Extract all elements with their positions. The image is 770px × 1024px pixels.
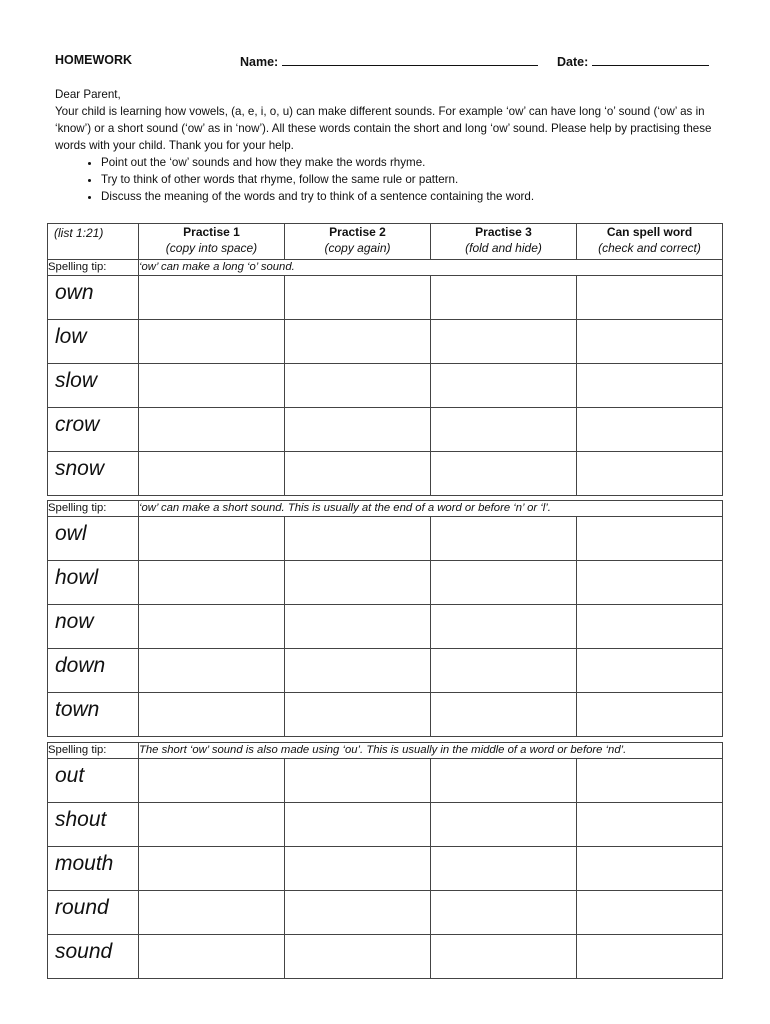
practise-3-cell[interactable] (431, 364, 577, 408)
practise-3-cell[interactable] (431, 935, 577, 979)
can-spell-cell[interactable] (577, 320, 723, 364)
spelling-word: howl (48, 561, 139, 605)
spelling-word: town (48, 693, 139, 737)
practise-1-cell[interactable] (139, 693, 285, 737)
spelling-word: sound (48, 935, 139, 979)
can-spell-cell[interactable] (577, 364, 723, 408)
can-spell-cell[interactable] (577, 649, 723, 693)
practise-3-cell[interactable] (431, 649, 577, 693)
table-header-row (48, 224, 723, 260)
practise-3-cell[interactable] (431, 803, 577, 847)
spelling-tip-text: ‘ow’ can make a short sound. This is usually at the end of a word or before ‘n’ or ‘l’. (139, 501, 723, 517)
spelling-word: owl (48, 517, 139, 561)
spelling-word: out (48, 759, 139, 803)
table-row (48, 693, 723, 737)
can-spell-cell[interactable] (577, 517, 723, 561)
table-row (48, 935, 723, 979)
spelling-word: snow (48, 452, 139, 496)
spelling-word: mouth (48, 847, 139, 891)
practise-3-cell[interactable] (431, 517, 577, 561)
practise-2-cell[interactable] (285, 847, 431, 891)
can-spell-cell[interactable] (577, 276, 723, 320)
can-spell-cell[interactable] (577, 935, 723, 979)
date-label: Date: (557, 55, 589, 69)
table-row (48, 276, 723, 320)
practise-1-cell[interactable] (139, 320, 285, 364)
can-spell-cell[interactable] (577, 452, 723, 496)
can-spell-cell[interactable] (577, 408, 723, 452)
letter-greeting: Dear Parent, (55, 88, 121, 101)
practise-1-cell[interactable] (139, 649, 285, 693)
can-spell-cell[interactable] (577, 759, 723, 803)
practise-3-cell[interactable] (431, 408, 577, 452)
spelling-tip-row (48, 260, 723, 276)
spelling-word: slow (48, 364, 139, 408)
table-row (48, 847, 723, 891)
table-row (48, 649, 723, 693)
list-label: (list 1:21) (48, 224, 139, 260)
practise-2-cell[interactable] (285, 693, 431, 737)
practise-1-cell[interactable] (139, 276, 285, 320)
practise-1-cell[interactable] (139, 605, 285, 649)
can-spell-cell[interactable] (577, 891, 723, 935)
table-row (48, 408, 723, 452)
name-label: Name: (240, 55, 279, 69)
date-field[interactable] (557, 53, 709, 69)
practise-2-cell[interactable] (285, 649, 431, 693)
practise-2-cell[interactable] (285, 276, 431, 320)
practise-2-cell[interactable] (285, 364, 431, 408)
table-row (48, 803, 723, 847)
spelling-word: low (48, 320, 139, 364)
practise-1-cell[interactable] (139, 408, 285, 452)
letter-bullets (55, 154, 715, 205)
practise-2-cell[interactable] (285, 759, 431, 803)
practise-1-cell[interactable] (139, 452, 285, 496)
practise-2-cell[interactable] (285, 561, 431, 605)
spelling-tip-text: The short ‘ow’ sound is also made using ‘ou’. This is usually in the middle of a word or before ‘nd’. (139, 743, 723, 759)
name-input-line[interactable] (282, 53, 538, 66)
spelling-word: down (48, 649, 139, 693)
parent-letter (55, 86, 715, 205)
spelling-table-1 (47, 223, 723, 496)
practise-2-cell[interactable] (285, 605, 431, 649)
practise-1-cell[interactable] (139, 759, 285, 803)
table-row (48, 759, 723, 803)
table-row (48, 605, 723, 649)
table-row (48, 452, 723, 496)
table-row (48, 561, 723, 605)
spelling-word: shout (48, 803, 139, 847)
can-spell-cell[interactable] (577, 847, 723, 891)
homework-title: HOMEWORK (55, 53, 133, 67)
practise-1-cell[interactable] (139, 517, 285, 561)
practise-3-cell[interactable] (431, 561, 577, 605)
practise-1-cell[interactable] (139, 803, 285, 847)
column-header-practise-3: Practise 3 (fold and hide) (431, 224, 577, 260)
spelling-tip-row (48, 743, 723, 759)
can-spell-cell[interactable] (577, 693, 723, 737)
practise-3-cell[interactable] (431, 452, 577, 496)
practise-1-cell[interactable] (139, 364, 285, 408)
letter-bullet: • Try to think of other words that rhyme, follow the same rule or pattern. (101, 171, 715, 188)
practise-3-cell[interactable] (431, 605, 577, 649)
letter-body: Your child is learning how vowels, (a, e, i, o, u) can make different sounds. For example ‘ow’ can have long ‘o’ sound (‘ow’ as in ‘know’) or a short sound (‘ow’ as in ‘now’). All these words contain the short and long ‘ow’ sound. Please help by practising these words with your child. Thank you for your help. (55, 105, 712, 152)
spelling-word: round (48, 891, 139, 935)
spelling-word: crow (48, 408, 139, 452)
practise-3-cell[interactable] (431, 891, 577, 935)
practise-2-cell[interactable] (285, 320, 431, 364)
practise-3-cell[interactable] (431, 693, 577, 737)
practise-2-cell[interactable] (285, 408, 431, 452)
column-header-practise-1: Practise 1 (copy into space) (139, 224, 285, 260)
practise-1-cell[interactable] (139, 561, 285, 605)
spelling-tip-label: Spelling tip: (48, 260, 139, 276)
practise-1-cell[interactable] (139, 935, 285, 979)
practise-2-cell[interactable] (285, 891, 431, 935)
can-spell-cell[interactable] (577, 605, 723, 649)
practise-3-cell[interactable] (431, 276, 577, 320)
spelling-word: own (48, 276, 139, 320)
column-header-practise-2: Practise 2 (copy again) (285, 224, 431, 260)
spelling-tip-label: Spelling tip: (48, 743, 139, 759)
spelling-table-3 (47, 742, 723, 979)
spelling-tip-label: Spelling tip: (48, 501, 139, 517)
practise-1-cell[interactable] (139, 847, 285, 891)
spelling-table-2 (47, 500, 723, 737)
spelling-tip-row (48, 501, 723, 517)
table-row (48, 517, 723, 561)
practise-2-cell[interactable] (285, 452, 431, 496)
column-header-can-spell: Can spell word (check and correct) (577, 224, 723, 260)
practise-3-cell[interactable] (431, 320, 577, 364)
practise-1-cell[interactable] (139, 891, 285, 935)
practise-2-cell[interactable] (285, 517, 431, 561)
practise-2-cell[interactable] (285, 803, 431, 847)
practise-3-cell[interactable] (431, 759, 577, 803)
practise-3-cell[interactable] (431, 847, 577, 891)
letter-bullet: • Discuss the meaning of the words and try to think of a sentence containing the word. (101, 188, 715, 205)
can-spell-cell[interactable] (577, 803, 723, 847)
can-spell-cell[interactable] (577, 561, 723, 605)
date-input-line[interactable] (592, 53, 709, 66)
table-row (48, 320, 723, 364)
practise-2-cell[interactable] (285, 935, 431, 979)
table-row (48, 891, 723, 935)
spelling-tip-text: ‘ow’ can make a long ‘o’ sound. (139, 260, 723, 276)
spelling-word: now (48, 605, 139, 649)
table-row (48, 364, 723, 408)
name-field[interactable] (240, 53, 538, 69)
letter-bullet: • Point out the ‘ow’ sounds and how they make the words rhyme. (101, 154, 715, 171)
